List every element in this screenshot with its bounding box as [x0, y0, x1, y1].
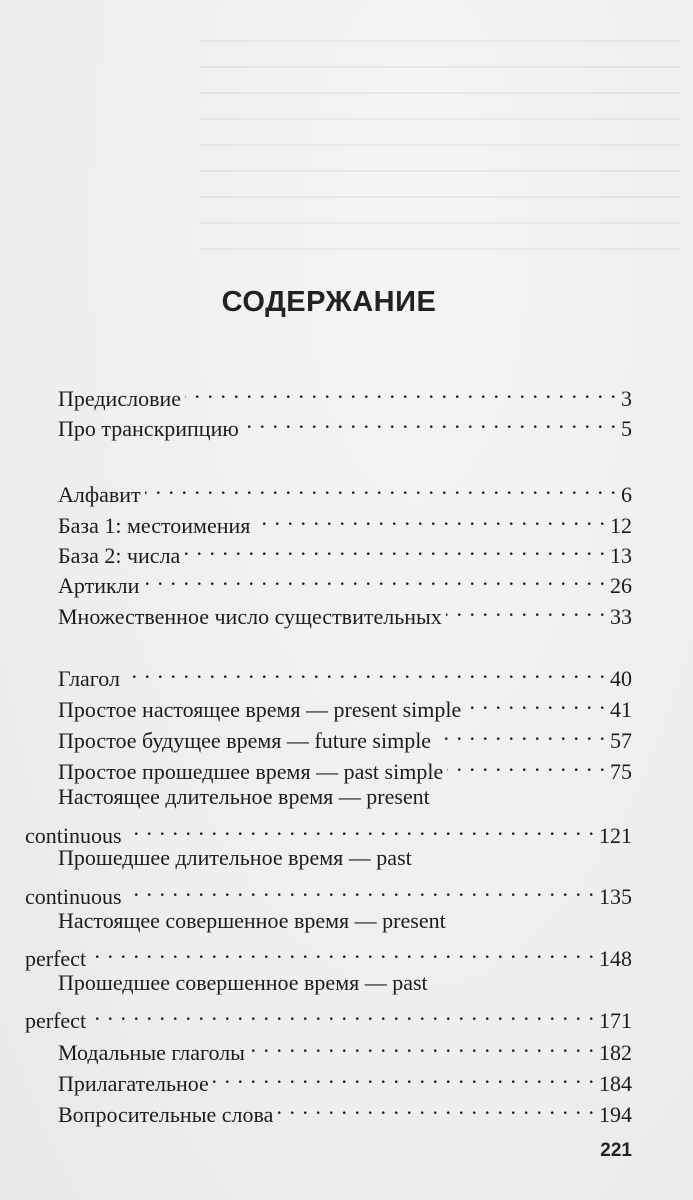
dot-leader [184, 533, 606, 563]
toc-entry-page: 6 [621, 482, 632, 507]
toc-entry [58, 533, 632, 568]
toc-entry-page: 184 [599, 1071, 632, 1096]
toc-entry [25, 813, 632, 848]
dot-leader [249, 1030, 595, 1060]
toc-entry [58, 1092, 632, 1127]
toc-entry [58, 1030, 632, 1065]
toc-entry [25, 998, 632, 1033]
toc-entry-page: 5 [621, 416, 632, 441]
toc-entry-label-line2: perfect [25, 946, 87, 971]
toc-entry-label-line1: Прошедшее длительное время — past [58, 845, 412, 870]
toc-entry-label: Артикли [58, 573, 140, 598]
toc-entry-page: 13 [610, 543, 632, 568]
toc-entry-label-line1: Настоящее длительное время — present [58, 784, 430, 809]
toc-entry [25, 936, 632, 971]
dot-leader [90, 998, 595, 1028]
toc-entry-page: 57 [610, 728, 632, 753]
toc-entry [25, 874, 632, 909]
toc-entry-page: 3 [621, 386, 632, 411]
toc-entry-page: 33 [610, 604, 632, 629]
toc-entry-label-line2: continuous [25, 823, 122, 848]
dot-leader [126, 874, 595, 904]
page-title: СОДЕРЖАНИЕ [221, 286, 437, 318]
toc-entry-label: Алфавит [58, 482, 141, 507]
toc-entry-label-line2: perfect [25, 1008, 87, 1033]
dot-leader [254, 503, 606, 533]
dot-leader [124, 656, 606, 686]
toc-entry-label: Множественное число существительных [58, 604, 442, 629]
toc-entry-page: 121 [599, 823, 632, 848]
toc-entry [58, 472, 632, 507]
toc-entry-label: Простое настоящее время — present simple [58, 697, 462, 722]
toc-entry [58, 376, 632, 411]
dot-leader [446, 594, 606, 624]
toc-entry-label: Модальные глаголы [58, 1040, 245, 1065]
toc-entry-label: Предисловие [58, 386, 181, 411]
toc-entry-page: 182 [599, 1040, 632, 1065]
toc-entry [58, 1061, 632, 1096]
dot-leader [213, 1061, 595, 1091]
dot-leader [465, 687, 606, 717]
page-number: 221 [600, 1140, 632, 1161]
toc-entry-label-line2: continuous [25, 884, 122, 909]
toc-entry-label: База 2: числа [58, 543, 181, 568]
toc-entry [58, 718, 632, 753]
dot-leader [90, 936, 595, 966]
toc-entry [58, 594, 632, 629]
toc-entry [58, 563, 632, 598]
toc-entry-label: Глагол [58, 666, 120, 691]
toc-entry-label: Вопросительные слова [58, 1102, 274, 1127]
toc-entry-page: 26 [610, 573, 632, 598]
dot-leader [277, 1092, 595, 1122]
dot-leader [435, 718, 606, 748]
dot-leader [145, 472, 617, 502]
toc-entry [58, 656, 632, 691]
toc-entry-label-line1: Настоящее совершенное время — present [58, 908, 446, 933]
toc-entry-page: 40 [610, 666, 632, 691]
toc-entry-page: 75 [610, 759, 632, 784]
toc-entry-page: 12 [610, 513, 632, 538]
toc-entry-label: База 1: местоимения [58, 513, 251, 538]
dot-leader [126, 813, 595, 843]
show-through-texture [200, 40, 680, 270]
toc-entry-label: Прилагательное [58, 1071, 209, 1096]
toc-entry-label: Простое прошедшее время — past simple [58, 759, 444, 784]
dot-leader [185, 376, 617, 406]
toc-entry [58, 749, 632, 784]
toc-entry-page: 171 [599, 1008, 632, 1033]
toc-entry-label-line1: Прошедшее совершенное время — past [58, 970, 428, 995]
toc-entry-label: Простое будущее время — future simple [58, 728, 432, 753]
toc-entry-page: 194 [599, 1102, 632, 1127]
toc-entry-page: 135 [599, 884, 632, 909]
dot-leader [143, 563, 606, 593]
toc-entry-label: Про транскрипцию [58, 416, 239, 441]
dot-leader [447, 749, 606, 779]
dot-leader [243, 406, 617, 436]
toc-entry [58, 406, 632, 441]
toc-entry [58, 687, 632, 722]
toc-entry-page: 41 [610, 697, 632, 722]
toc-entry [58, 503, 632, 538]
toc-entry-page: 148 [599, 946, 632, 971]
